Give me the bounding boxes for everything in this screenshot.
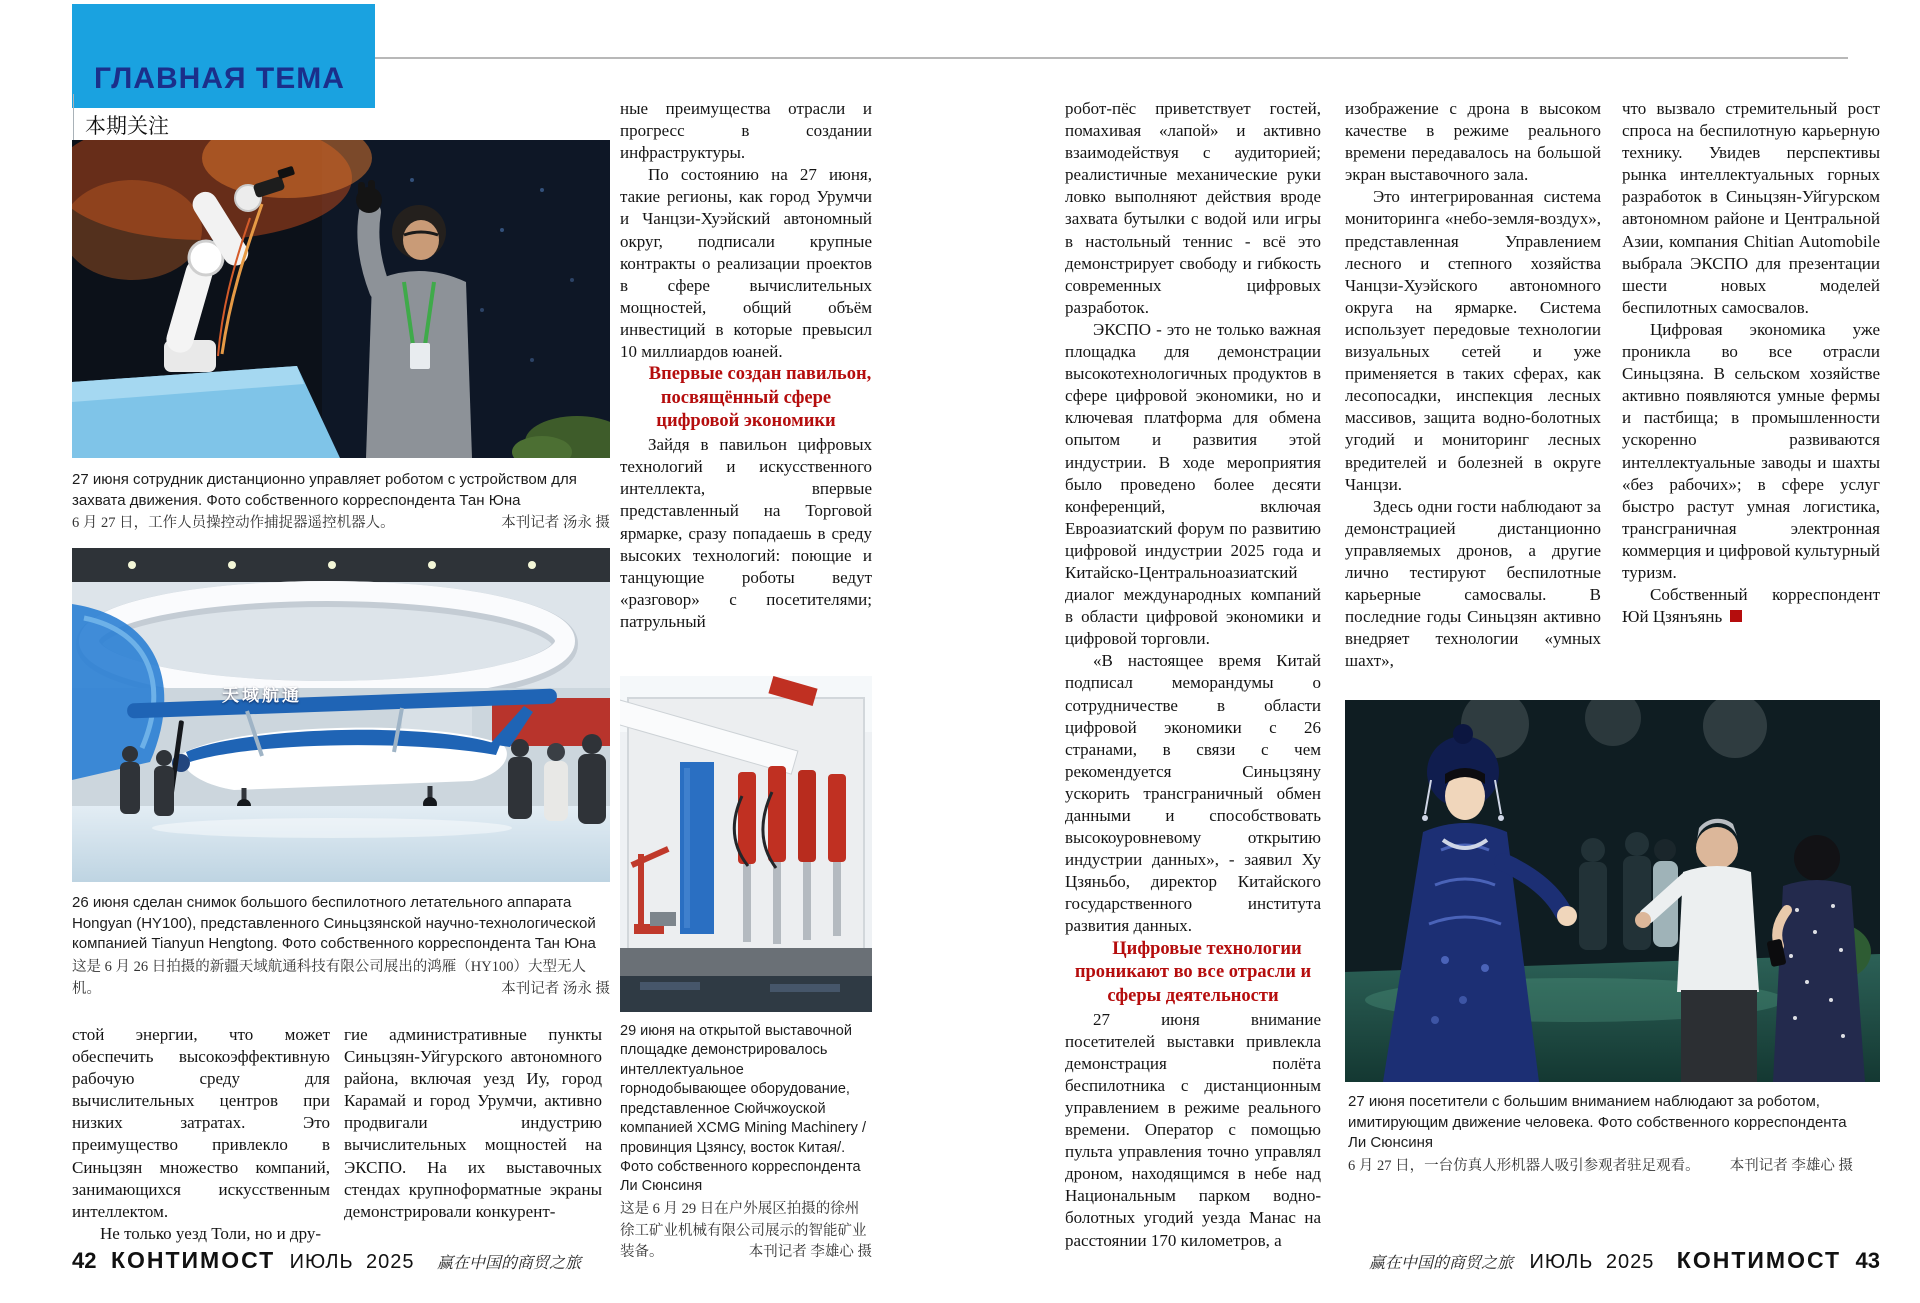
mining-machinery-illustration (620, 676, 872, 1012)
caption-robot-ru: 27 июня сотрудник дистанционно управляет роботом с устройством для захвата движения. Фото собственного корреспондента Тан Юна (72, 471, 577, 509)
photo-aircraft-hy100 (72, 548, 610, 882)
section-banner (72, 4, 375, 108)
issue-month: ИЮЛЬ (1529, 1251, 1594, 1273)
paragraph: Не только уезд Толи, но и дру- (100, 1223, 322, 1243)
article-column-a (72, 1024, 330, 1245)
header-rule (375, 57, 1848, 59)
paragraph: робот-пёс приветствует гостей, помахивая «лапой» и активно взаимодействуя с аудиторией; реалистичные механические руки ловко выполняют действия вроде захвата бутылки с водой или игры в настольный теннис - всё это демонстрирует свободу и гибкость современных цифровых разработок. (1065, 99, 1321, 317)
photo-credit: 本刊记者 汤永 摄 (501, 980, 610, 997)
magazine-tagline: 赢在中国的商贸之旅 (437, 1255, 582, 1272)
aircraft-illustration (72, 548, 610, 882)
photo-humanoid-robot (1345, 700, 1880, 1082)
page-number: 42 (72, 1248, 97, 1273)
caption-mining-zh: 这是 6 月 29 日在户外展区拍摄的徐州徐工矿业机械有限公司展示的智能矿业装备。 本刊记者 李雄心 摄 (620, 1199, 872, 1264)
issue-year: 2025 (1605, 1251, 1655, 1273)
section-subtitle: 本期关注 (85, 115, 169, 138)
paragraph: «В настоящее время Китай подписал меморандумы о сотрудничестве в области цифровой экономики с 26 странами, в связи с чем рекомендуется Синьцзяну ускорить трансграничный обмен данными и способствовать высокоуровневому открытию индустрии данных», - заявил Ху Цзяньбо, директор Китайского государственного института развития данных. (1065, 651, 1321, 936)
subheading-digital: Цифровые технологии проникают во все отрасли и сферы деятельности (1074, 938, 1312, 1006)
caption-humanoid (1348, 1092, 1853, 1178)
paragraph: гие административные пункты Синьцзян-Уйгурского автономного района, включая уезд Иу, город Карамай и город Урумчи, активно продвигали индустрию вычислительных мощностей на ЭКСПО. На их выставочных стендах крупноформатные экраны демонстрировали конкурент- (344, 1025, 602, 1221)
paragraph: Здесь одни гости наблюдают за демонстрацией дистанционно управляемых дронов, а другие лично тестируют беспилотные карьерные самосвалы. В последние годы Синьцзян активно внедряет технологии «умных шахт», (1345, 496, 1601, 671)
paragraph: стой энергии, что может обеспечить высокоэффективную рабочую среду для вычислительных центров при низких затратах. Это преимущество привлекло в Синьцзян множество компаний, занимающихся искусственным интеллектом. (72, 1025, 330, 1221)
paragraph: ные преимущества отрасли и прогресс в создании инфраструктуры. (620, 99, 872, 163)
photo-credit: 本刊记者 汤永 摄 (501, 515, 610, 532)
paragraph: 27 июня внимание посетителей выставки привлекла демонстрация полёта беспилотника с дистанционным управлением в режиме реального времени. Оператор с помощью пульта управления точно управлял дроном, находящимся в небе над Национальным парком водно-болотных угодий уезда Манас на расстоянии 170 километров, а (1065, 1009, 1321, 1250)
paragraph: изображение с дрона в высоком качестве в режиме реального времени передавалось на большой экран выставочного зала. (1345, 99, 1601, 185)
magazine-name: КОНТИМОСТ (1676, 1247, 1842, 1273)
humanoid-robot-illustration (1345, 700, 1880, 1082)
robot-teleoperation-illustration (72, 140, 610, 458)
footer-left (72, 1247, 581, 1274)
article-column-4 (1065, 98, 1321, 1252)
caption-aircraft (72, 893, 610, 1001)
margin-rule (73, 94, 74, 142)
caption-aircraft-ru: 26 июня сделан снимок большого беспилотного летательного аппарата Hongyan (HY100), представленного Синьцзянской научно-технологической компанией Tianyun Hengtong. Фото собственного корреспондента Тан Юна (72, 894, 596, 953)
photo-robot-teleoperation (72, 140, 610, 458)
paragraph: По состоянию на 27 июня, такие регионы, как город Урумчи и Чанцзи-Хуэйский автономный округ, подписали крупные контракты о реализации проектов в сфере вычислительных мощностей, общий объём инвестиций в которые превысил 10 миллиардов юаней. (620, 165, 872, 362)
article-column-5 (1345, 98, 1601, 672)
article-column-3 (620, 98, 872, 633)
magazine-name: КОНТИМОСТ (110, 1247, 276, 1273)
photo-mining-machinery (620, 676, 872, 1012)
paragraph: Это интегрированная система мониторинга «небо-земля-воздух», представленная Управлением лесного и степного хозяйства Чанцзи-Хуэйского автономного округа на ярмарке. Система использует передовые технологии визуальных сетей и уже применяется в таких сферах, как лесопосадки, инспекция лесных массивов, защита водно-болотных угодий и мониторинг лесных вредителей и болезней в округе Чанцзи. (1345, 187, 1601, 494)
paragraph: что вызвало стремительный рост спроса на беспилотную карьерную технику. Увидев перспективы рынка интеллектуальных горных разработок в Синьцзян-Уйгурском автономном районе и Центральной Азии, компания Chitian Automobile выбрала ЭКСПО для презентации шести новых моделей беспилотных самосвалов. (1622, 99, 1880, 317)
photo-credit: 本刊记者 李雄心 摄 (748, 1244, 872, 1261)
page-number: 43 (1855, 1248, 1880, 1273)
caption-humanoid-zh: 6 月 27 日，一台仿真人形机器人吸引参观者驻足观看。 本刊记者 李雄心 摄 (1348, 1156, 1853, 1178)
caption-robot-zh: 6 月 27 日，工作人员操控动作捕捉器遥控机器人。 本刊记者 汤永 摄 (72, 513, 610, 535)
caption-humanoid-ru: 27 июня посетители с большим вниманием наблюдают за роботом, имитирующим движение человека. Фото собственного корреспондента Ли Сюнсиня (1348, 1093, 1847, 1152)
paragraph: Зайдя в павильон цифровых технологий и искусственного интеллекта, впервые представленный на Торговой ярмарке, сразу попадаешь в среду высоких технологий: поющие и танцующие роботы ведут «разговор» с посетителями; патрульный (620, 435, 872, 631)
issue-year: 2025 (366, 1251, 415, 1273)
paragraph: ЭКСПО - это не только важная площадка для демонстрации высокотехнологичных продуктов в сфере цифровой экономики, но и ключевая платформа для обмена опытом и развития этой индустрии. В ходе мероприятия было проведено более десяти конференций, включая Евроазиатский форум по развитию цифровой индустрии 2025 года и Китайско-Центральноазиатский диалог международных компаний в области цифровой экономики и цифровой торговли. (1065, 319, 1321, 649)
magazine-tagline: 赢在中国的商贸之旅 (1368, 1255, 1513, 1272)
caption-mining-ru: 29 июня на открытой выставочной площадке демонстрировалось интеллектуальное горнодобывающее оборудование, представленное Сюйчжоуской компанией XCMG Mining Machinery /провинция Цзянсу, восток Китая/. Фото собственного корреспондента Ли Сюнсиня (620, 1023, 866, 1195)
caption-mining (620, 1022, 872, 1264)
end-marker (1730, 610, 1742, 622)
paragraph: Цифровая экономика уже проникла во все отрасли Синьцзяна. В сельском хозяйстве активно появляются умные фермы и пастбища; в промышленности ускоренно развиваются интеллектуальные заводы и шахты «без рабочих»; в сфере услуг быстро растут умная логистика, трансграничная электронная коммерция и цифровой культурный туризм. (1622, 319, 1880, 582)
issue-month: ИЮЛЬ (289, 1251, 354, 1273)
caption-robot (72, 470, 610, 535)
article-column-b (344, 1024, 602, 1223)
photo-credit: 本刊记者 李雄心 摄 (1729, 1158, 1853, 1175)
aircraft-fuselage-label: 天域航通 (222, 686, 302, 705)
article-column-6 (1622, 98, 1880, 628)
caption-aircraft-zh: 这是 6 月 26 日拍摄的新疆天域航通科技有限公司展出的鸿雁（HY100）大型无人机。 本刊记者 汤永 摄 (72, 957, 610, 1001)
footer-right (1080, 1247, 1880, 1274)
subheading-pavilion: Впервые создан павильон, посвящённый сфере цифровой экономики (648, 364, 872, 432)
byline: Собственный корреспондент Юй Цзянъянь (1622, 585, 1880, 627)
section-title: ГЛАВНАЯ ТЕМА (94, 62, 345, 95)
